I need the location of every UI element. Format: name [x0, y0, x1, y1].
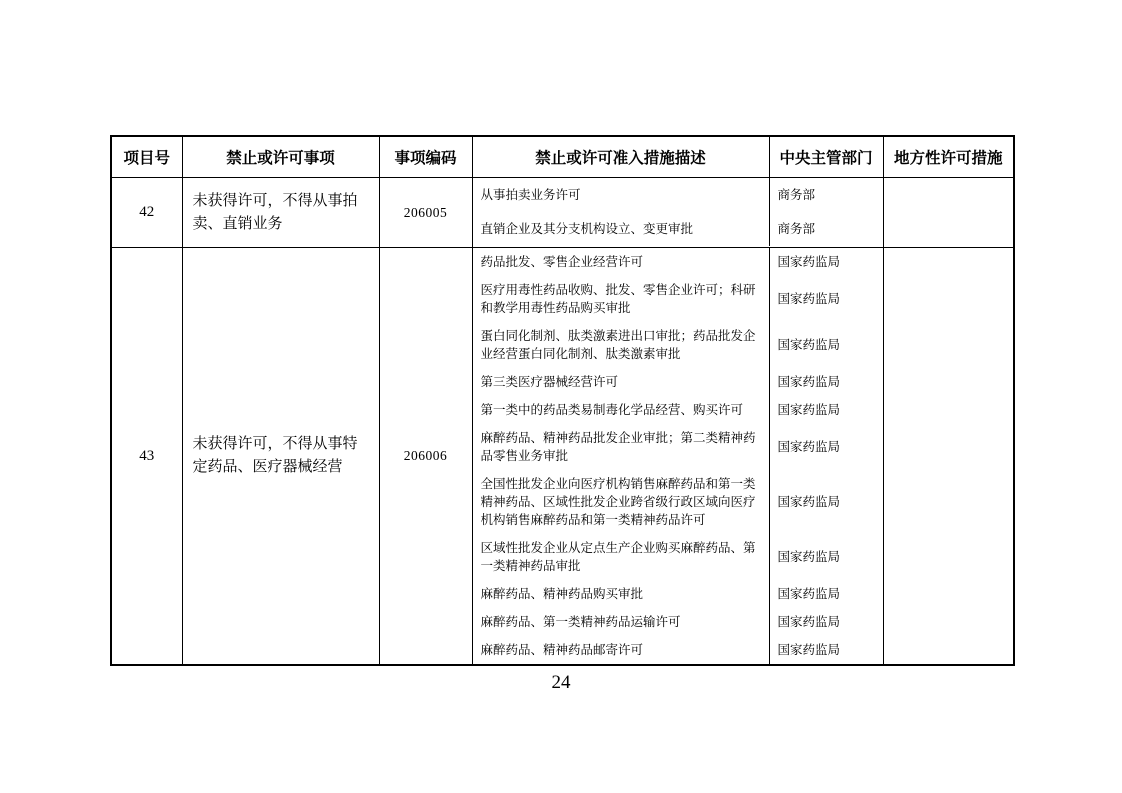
- item-description: 未获得许可，不得从事拍卖、直销业务: [182, 178, 379, 248]
- measure-text: 药品批发、零售企业经营许可: [480, 255, 644, 269]
- measure-row: [473, 470, 883, 534]
- access-measures-table: [110, 135, 1015, 666]
- measure-department: 国家药监局: [769, 470, 883, 534]
- item-description: 未获得许可，不得从事特定药品、医疗器械经营: [182, 248, 379, 666]
- measure-text: 蛋白同化制剂、肽类激素进出口审批；药品批发企业经营蛋白同化制剂、肽类激素审批: [480, 329, 756, 361]
- measures-cell: [472, 248, 883, 666]
- measure-department: 国家药监局: [769, 424, 883, 470]
- measure-text: 麻醉药品、精神药品购买审批: [480, 587, 644, 601]
- measure-row: [473, 248, 883, 276]
- measure-row: [473, 396, 883, 424]
- measure-row: [473, 608, 883, 636]
- measure-row: [473, 534, 883, 580]
- measure-text: 区域性批发企业从定点生产企业购买麻醉药品、第一类精神药品审批: [480, 541, 756, 573]
- measure-department: 国家药监局: [769, 368, 883, 396]
- measure-row: [473, 178, 883, 212]
- item-number: 43: [111, 248, 182, 666]
- table-header-row: [111, 136, 1014, 178]
- measure-text: 麻醉药品、精神药品批发企业审批；第二类精神药品零售业务审批: [480, 431, 756, 463]
- measure-row: [473, 636, 883, 664]
- table-row: [111, 248, 1014, 666]
- measure-department: 国家药监局: [769, 636, 883, 664]
- local-measure-cell: [883, 178, 1014, 248]
- item-number: 42: [111, 178, 182, 248]
- measure-department: 国家药监局: [769, 248, 883, 276]
- page-number: 24: [551, 672, 571, 693]
- measure-department: 国家药监局: [769, 396, 883, 424]
- item-code: 206005: [379, 178, 472, 248]
- measure-text: 医疗用毒性药品收购、批发、零售企业许可；科研和教学用毒性药品购买审批: [480, 283, 756, 315]
- measure-text: 直销企业及其分支机构设立、变更审批: [480, 222, 694, 236]
- measure-department: 商务部: [769, 178, 883, 212]
- measure-department: 国家药监局: [769, 534, 883, 580]
- measure-department: 国家药监局: [769, 322, 883, 368]
- measure-department: 国家药监局: [769, 276, 883, 322]
- measure-row: [473, 276, 883, 322]
- header-local-measure: 地方性许可措施: [883, 136, 1014, 178]
- header-item-code: 事项编码: [379, 136, 472, 178]
- table-row: [111, 178, 1014, 248]
- measure-department: 国家药监局: [769, 580, 883, 608]
- local-measure-cell: [883, 248, 1014, 666]
- measure-row: [473, 368, 883, 396]
- item-code: 206006: [379, 248, 472, 666]
- measure-text: 麻醉药品、第一类精神药品运输许可: [480, 615, 681, 629]
- measure-text: 麻醉药品、精神药品邮寄许可: [480, 643, 644, 657]
- header-item-description: 禁止或许可事项: [182, 136, 379, 178]
- measure-row: [473, 322, 883, 368]
- measure-text: 全国性批发企业向医疗机构销售麻醉药品和第一类精神药品、区域性批发企业跨省级行政区域向医疗机构销售麻醉药品和第一类精神药品许可: [480, 477, 756, 527]
- measure-text: 第一类中的药品类易制毒化学品经营、购买许可: [480, 403, 744, 417]
- measure-department: 国家药监局: [769, 608, 883, 636]
- header-central-department: 中央主管部门: [769, 136, 883, 178]
- measure-department: 商务部: [769, 212, 883, 246]
- measures-cell: [472, 178, 883, 248]
- measure-row: [473, 424, 883, 470]
- measure-text: 从事拍卖业务许可: [480, 188, 581, 202]
- header-measure-description: 禁止或许可准入措施描述: [472, 136, 769, 178]
- measure-row: [473, 212, 883, 246]
- measure-text: 第三类医疗器械经营许可: [480, 375, 619, 389]
- measure-row: [473, 580, 883, 608]
- header-item-number: 项目号: [111, 136, 182, 178]
